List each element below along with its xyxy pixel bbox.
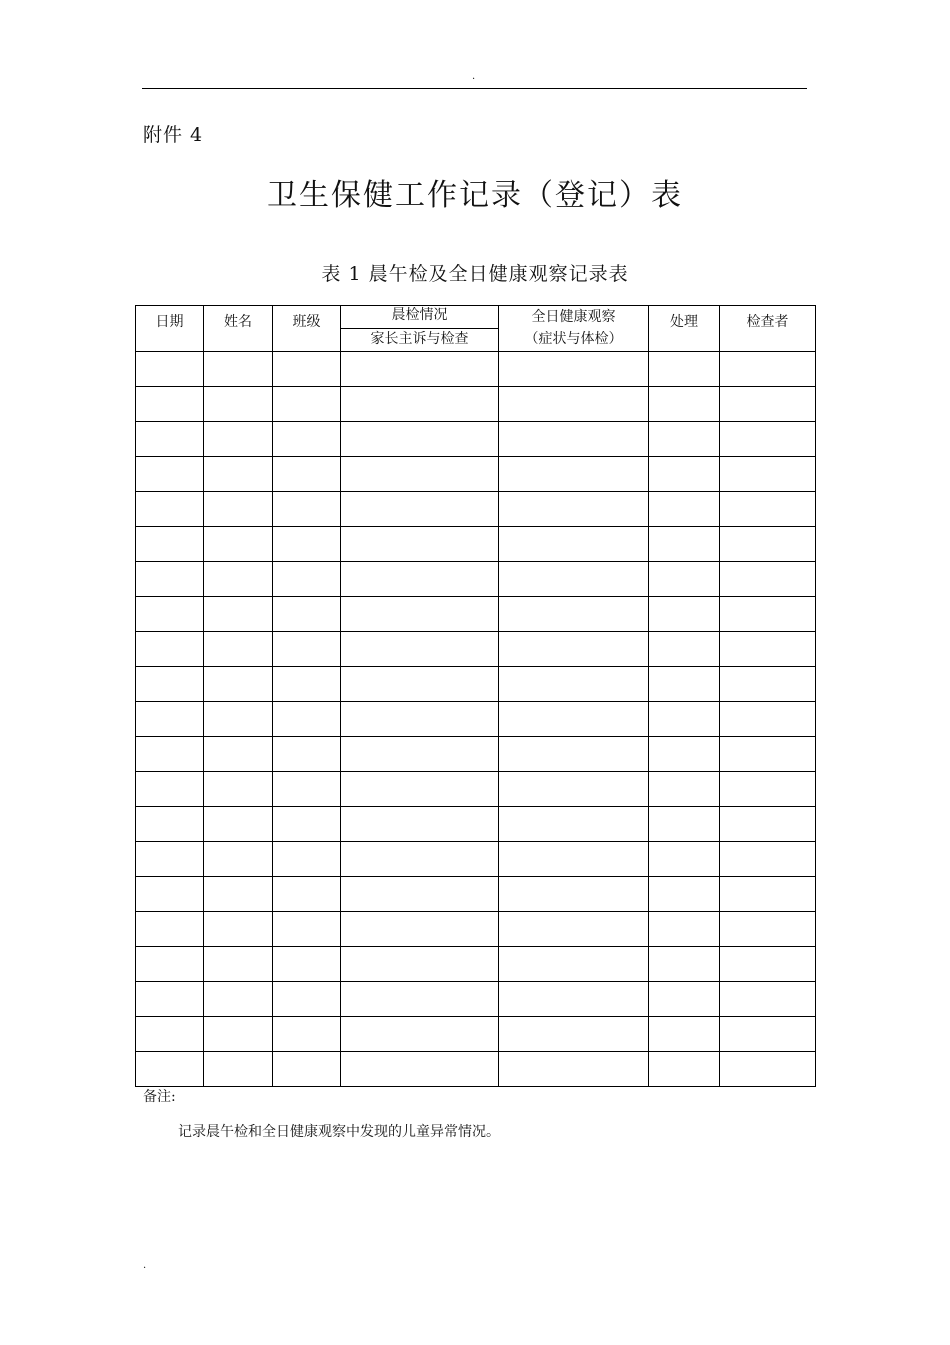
cell-date (136, 352, 204, 387)
cell-class (273, 772, 341, 807)
cell-morning-check (341, 772, 499, 807)
cell-inspector (720, 807, 816, 842)
cell-name (204, 982, 273, 1017)
table-row (136, 842, 816, 877)
cell-inspector (720, 842, 816, 877)
morning-check-subtitle: 家长主诉与检查 (370, 331, 469, 347)
cell-observation (499, 1052, 649, 1087)
cell-observation (499, 947, 649, 982)
cell-name (204, 772, 273, 807)
column-header-date: 日期 (136, 306, 204, 352)
cell-handling (649, 982, 720, 1017)
cell-morning-check (341, 457, 499, 492)
cell-date (136, 562, 204, 597)
table-body (136, 352, 816, 1087)
table-row (136, 772, 816, 807)
cell-class (273, 1052, 341, 1087)
column-header-morning-check (341, 306, 499, 352)
cell-inspector (720, 667, 816, 702)
table-row (136, 597, 816, 632)
table-row (136, 422, 816, 457)
table-row (136, 702, 816, 737)
cell-morning-check (341, 807, 499, 842)
cell-date (136, 457, 204, 492)
table-row (136, 737, 816, 772)
cell-class (273, 807, 341, 842)
table-row (136, 492, 816, 527)
cell-inspector (720, 702, 816, 737)
cell-inspector (720, 422, 816, 457)
cell-observation (499, 877, 649, 912)
cell-handling (649, 807, 720, 842)
cell-date (136, 807, 204, 842)
cell-inspector (720, 877, 816, 912)
cell-date (136, 842, 204, 877)
cell-date (136, 1052, 204, 1087)
cell-handling (649, 1052, 720, 1087)
cell-morning-check (341, 1052, 499, 1087)
cell-date (136, 667, 204, 702)
cell-observation (499, 667, 649, 702)
cell-handling (649, 737, 720, 772)
cell-morning-check (341, 562, 499, 597)
cell-morning-check (341, 702, 499, 737)
annex-label: 附件 4 (143, 124, 204, 146)
table-row (136, 352, 816, 387)
cell-name (204, 492, 273, 527)
cell-date (136, 1017, 204, 1052)
table-row (136, 807, 816, 842)
table-row (136, 1052, 816, 1087)
cell-date (136, 527, 204, 562)
cell-handling (649, 877, 720, 912)
cell-morning-check (341, 912, 499, 947)
cell-class (273, 352, 341, 387)
document-title: 卫生保健工作记录（登记）表 (267, 178, 683, 213)
morning-check-title: 晨检情况 (341, 306, 498, 329)
cell-inspector (720, 492, 816, 527)
cell-morning-check (341, 1017, 499, 1052)
cell-date (136, 597, 204, 632)
cell-morning-check (341, 737, 499, 772)
cell-observation (499, 982, 649, 1017)
cell-morning-check (341, 527, 499, 562)
cell-morning-check (341, 877, 499, 912)
cell-observation (499, 632, 649, 667)
column-header-name: 姓名 (204, 306, 273, 352)
cell-morning-check (341, 422, 499, 457)
cell-name (204, 842, 273, 877)
cell-inspector (720, 352, 816, 387)
cell-class (273, 947, 341, 982)
cell-observation (499, 1017, 649, 1052)
cell-date (136, 387, 204, 422)
cell-class (273, 527, 341, 562)
cell-handling (649, 597, 720, 632)
cell-handling (649, 527, 720, 562)
cell-date (136, 982, 204, 1017)
column-header-observation (499, 306, 649, 352)
cell-name (204, 1017, 273, 1052)
cell-name (204, 807, 273, 842)
cell-inspector (720, 912, 816, 947)
cell-observation (499, 422, 649, 457)
cell-observation (499, 492, 649, 527)
cell-class (273, 562, 341, 597)
cell-morning-check (341, 387, 499, 422)
cell-handling (649, 772, 720, 807)
cell-morning-check (341, 632, 499, 667)
cell-observation (499, 772, 649, 807)
table-row (136, 982, 816, 1017)
cell-observation (499, 457, 649, 492)
cell-handling (649, 667, 720, 702)
cell-class (273, 457, 341, 492)
cell-observation (499, 562, 649, 597)
cell-handling (649, 1017, 720, 1052)
cell-class (273, 842, 341, 877)
cell-observation (499, 912, 649, 947)
table-caption: 表 1 晨午检及全日健康观察记录表 (321, 263, 629, 285)
cell-handling (649, 562, 720, 597)
cell-handling (649, 912, 720, 947)
table-row (136, 877, 816, 912)
cell-morning-check (341, 667, 499, 702)
cell-name (204, 877, 273, 912)
cell-class (273, 737, 341, 772)
cell-class (273, 982, 341, 1017)
cell-date (136, 912, 204, 947)
cell-class (273, 702, 341, 737)
cell-name (204, 387, 273, 422)
observation-subtitle: （症状与体检） (524, 331, 623, 347)
cell-name (204, 352, 273, 387)
cell-morning-check (341, 597, 499, 632)
column-header-handling: 处理 (649, 306, 720, 352)
cell-inspector (720, 387, 816, 422)
cell-name (204, 947, 273, 982)
footer-dot-marker: . (143, 1260, 147, 1271)
cell-inspector (720, 1017, 816, 1052)
cell-name (204, 422, 273, 457)
cell-name (204, 597, 273, 632)
cell-name (204, 1052, 273, 1087)
cell-name (204, 912, 273, 947)
cell-inspector (720, 562, 816, 597)
cell-class (273, 877, 341, 912)
cell-date (136, 772, 204, 807)
cell-inspector (720, 947, 816, 982)
cell-morning-check (341, 352, 499, 387)
column-header-class: 班级 (273, 306, 341, 352)
cell-class (273, 1017, 341, 1052)
header-dot-marker: . (472, 71, 476, 82)
cell-class (273, 667, 341, 702)
cell-handling (649, 702, 720, 737)
table-row (136, 912, 816, 947)
cell-observation (499, 387, 649, 422)
cell-name (204, 702, 273, 737)
cell-date (136, 702, 204, 737)
cell-observation (499, 842, 649, 877)
cell-inspector (720, 1052, 816, 1087)
column-header-inspector: 检查者 (720, 306, 816, 352)
table-row (136, 527, 816, 562)
cell-handling (649, 457, 720, 492)
health-record-table (135, 305, 816, 1087)
table-row (136, 947, 816, 982)
cell-name (204, 632, 273, 667)
cell-handling (649, 492, 720, 527)
cell-name (204, 562, 273, 597)
cell-observation (499, 737, 649, 772)
cell-inspector (720, 632, 816, 667)
table-header-row (136, 306, 816, 352)
cell-class (273, 912, 341, 947)
cell-observation (499, 352, 649, 387)
header-rule (142, 88, 807, 89)
cell-handling (649, 352, 720, 387)
cell-date (136, 422, 204, 457)
table-row (136, 667, 816, 702)
cell-inspector (720, 597, 816, 632)
cell-date (136, 632, 204, 667)
table-row (136, 457, 816, 492)
cell-name (204, 667, 273, 702)
notes-label: 备注: (143, 1089, 176, 1105)
cell-observation (499, 527, 649, 562)
cell-inspector (720, 982, 816, 1017)
cell-date (136, 737, 204, 772)
cell-class (273, 422, 341, 457)
cell-morning-check (341, 982, 499, 1017)
cell-class (273, 597, 341, 632)
cell-class (273, 387, 341, 422)
table-row (136, 632, 816, 667)
cell-morning-check (341, 842, 499, 877)
cell-handling (649, 422, 720, 457)
notes-text: 记录晨午检和全日健康观察中发现的儿童异常情况。 (178, 1124, 500, 1140)
cell-date (136, 947, 204, 982)
cell-observation (499, 702, 649, 737)
cell-observation (499, 807, 649, 842)
table-row (136, 1017, 816, 1052)
cell-morning-check (341, 492, 499, 527)
cell-date (136, 492, 204, 527)
cell-inspector (720, 527, 816, 562)
table-row (136, 562, 816, 597)
cell-observation (499, 597, 649, 632)
cell-class (273, 492, 341, 527)
cell-inspector (720, 737, 816, 772)
cell-morning-check (341, 947, 499, 982)
cell-inspector (720, 772, 816, 807)
cell-name (204, 527, 273, 562)
cell-class (273, 632, 341, 667)
cell-date (136, 877, 204, 912)
table-row (136, 387, 816, 422)
cell-name (204, 737, 273, 772)
cell-name (204, 457, 273, 492)
cell-handling (649, 632, 720, 667)
cell-handling (649, 842, 720, 877)
cell-handling (649, 387, 720, 422)
cell-handling (649, 947, 720, 982)
cell-inspector (720, 457, 816, 492)
observation-title: 全日健康观察 (531, 309, 616, 325)
